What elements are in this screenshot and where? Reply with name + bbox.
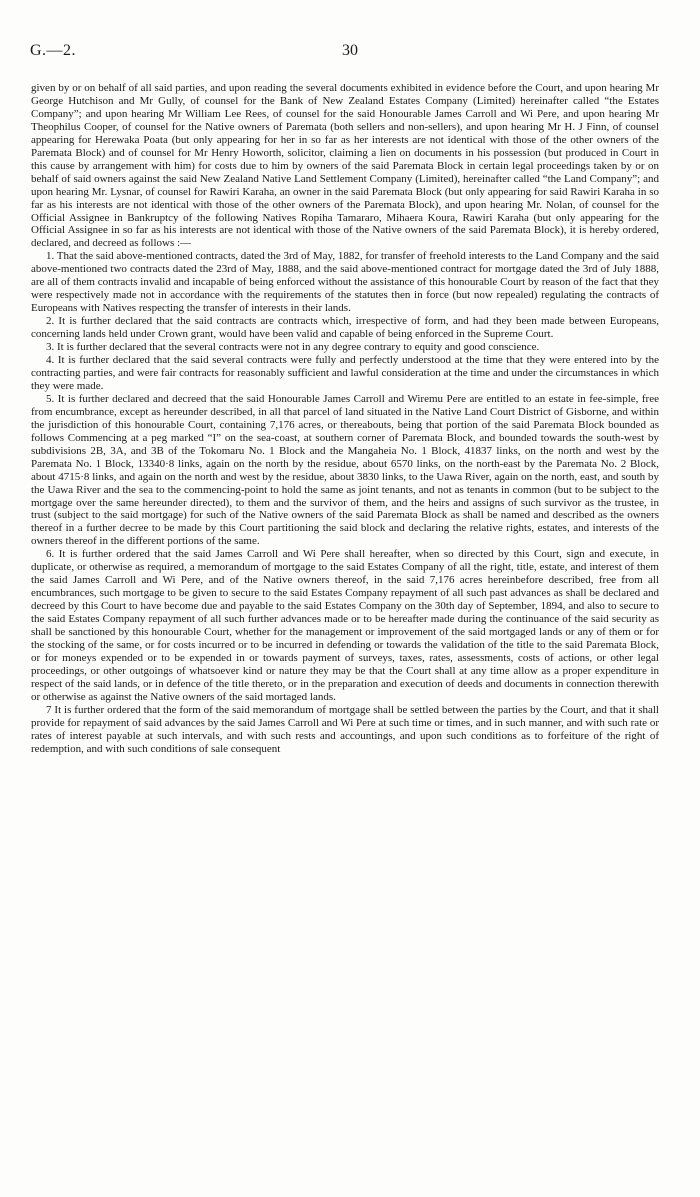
paragraph-6: 6. It is further ordered that the said James Carroll and Wi Pere shall hereafter, when so directed by this Court, sign and execute, in duplicate, or otherwise as required, a memorandum of mortgage to the said Estates Company of all the right, title, estate, and interest of them the said James Carroll and Wi Pere, and of the Native owners thereof, in the said 7,176 acres hereinbefore described, free from all encumbrances, such mortgage to be given to secure to the said Estates Company repayment of all such past advances as shall be declared and decreed by this Court to have become due and payable to the said Estates Company on the 30th day of September, 1894, and also to secure to the said Estates Company repayment of all such further advances made or to be hereafter made during the continuance of the said security as shall be sanctioned by this honourable Court, whether for the management or improvement of the said mortgaged lands or any of them or for the stocking of the same, or for costs incurred or to be incurred in defending or towards the validation of the title to the said Paremata Block, or for moneys expended or to be expended in or towards payment of surveys, taxes, rates, assessments, costs of actions, or other legal proceedings, or other outgoings of whatsoever kind or nature they may be that the Court shall at any time allow as a proper expenditure in respect of the said lands, or in defence of the title thereto, or in the preparation and execution of deeds and documents in connection therewith or otherwise as against the Native owners of the said mortaged lands. xyxy=(31,548,659,703)
page-number: 30 xyxy=(342,42,358,59)
body-text xyxy=(31,82,659,756)
paragraph-4: 4. It is further declared that the said several contracts were fully and perfectly understood at the time that they were entered into by the contracting parties, and were fair contracts for reasonably sufficient and lawful consideration at the time and under the circumstances in which they were made. xyxy=(31,354,659,392)
paragraph-7: 7 It is further ordered that the form of the said memorandum of mortgage shall be settled between the parties by the Court, and that it shall provide for repayment of said advances by the said James Carroll and Wi Pere at such time or times, and in such manner, and with such rate or rates of interest payable at such intervals, and with such rests and accountings, and upon such conditions as to forfeiture of the right of redemption, and with such conditions of sale consequent xyxy=(31,703,659,755)
paragraph-2: 2. It is further declared that the said contracts are contracts which, irrespective of form, and had they been made between Europeans, concerning lands held under Crown grant, would have been valid and capable of being enforced in the Supreme Court. xyxy=(31,315,659,341)
page-header xyxy=(30,42,670,64)
document-reference: G.—2. xyxy=(30,42,77,59)
paragraph-5: 5. It is further declared and decreed that the said Honourable James Carroll and Wiremu Pere are entitled to an estate in fee-simple, free from encumbrance, except as hereunder described, in all that parcel of land situated in the Native Land Court District of Gisborne, and within the jurisdiction of this honourable Court, containing 7,176 acres, or thereabouts, being that portion of the said Paremata Block bounded as follows Commencing at a peg marked “I” on the sea-coast, at southern corner of Paremata Block, and bounded towards the south-west by subdivisions 2B, 3A, and 3B of the Tokomaru No. 1 Block and the Mangaheia No. 1 Block, 41837 links, on the north and west by the Paremata No. 1 Block, 13340·8 links, again on the north by the residue, about 6570 links, on the north-east by the Paremata No. 2 Block, about 4715·8 links, and again on the north and west by the residue, about 3830 links, to the Uawa River, again on the north, east, and south by the Uawa River and the sea to the commencing-point to hold the same as joint tenants, and not as tenants in common (but to be subject to the mortgage over the same hereunder directed), to them and the survivor of them, and the heirs and assigns of such survivor as the trustee, in trust (subject to the said mortgage) for such of the Native owners of the said Paremata Block as shall be named and described as the owners thereof in a further decree to be made by this Court partitioning the said block and declaring the relative rights, estates, and interests of the owners thereof in the different portions of the same. xyxy=(31,392,659,548)
paragraph-3: 3. It is further declared that the several contracts were not in any degree contrary to equity and good conscience. xyxy=(46,341,540,354)
paragraph-1: 1. That the said above-mentioned contracts, dated the 3rd of May, 1882, for transfer of freehold interests to the Land Company and the said above-mentioned two contracts dated the 23rd of May, 1888, and the said above-mentioned contract for mortgage dated the 3rd of July 1888, are all of them contracts invalid and incapable of being enforced without the assistance of this honourable Court by reason of the fact that they were respectively made not in accordance with the requirements of the statutes then in force (but now repealed) regulating the contracts of Europeans with Natives respecting the transfer of interests in their lands. xyxy=(31,250,659,315)
paragraph-continued: given by or on behalf of all said parties, and upon reading the several documents exhibited in evidence before the Court, and upon hearing Mr George Hutchison and Mr Gully, of counsel for the Bank of New Zealand Estates Company (Limited) hereinafter called “the Estates Company”; and upon hearing Mr William Lee Rees, of counsel for the said Honourable James Carroll and Wi Pere, and upon hearing Mr Theophilus Cooper, of counsel for the Native owners of Paremata (both sellers and non-sellers), and upon hearing Mr H. J Finn, of counsel appearing for Herewaka Poata (but only appearing for her in so far as her interests are not identical with those of the other owners of the Paremata Block) and of counsel for Mr Henry Howorth, solicitor, claiming a lien on documents in his possession (but produced in Court in this cause by arrangement with him) for costs due to him by owners of the said Paremata Block in certain legal proceedings taken by or on behalf of said owners against the said New Zealand Native Land Settlement Company (Limited), hereinafter called “the Land Company”; and upon hearing Mr. Lysnar, of counsel for Rawiri Karaha, an owner in the said Paremata Block (but only appearing for said Rawiri Karaha in so far as his interests are not identical with those of the other owners of the Paremata Block), and upon hearing Mr. Nolan, of counsel for the Official Assignee in Bankruptcy of the following Natives Ropiha Tamararo, Mihaera Koura, Rawiri Karaha (but only appearing for the Official Assignee in so far as his interests are not identical with those of the Native owners of the said Paremata Block), it is hereby ordered, declared, and decreed as follows :— xyxy=(31,82,659,250)
